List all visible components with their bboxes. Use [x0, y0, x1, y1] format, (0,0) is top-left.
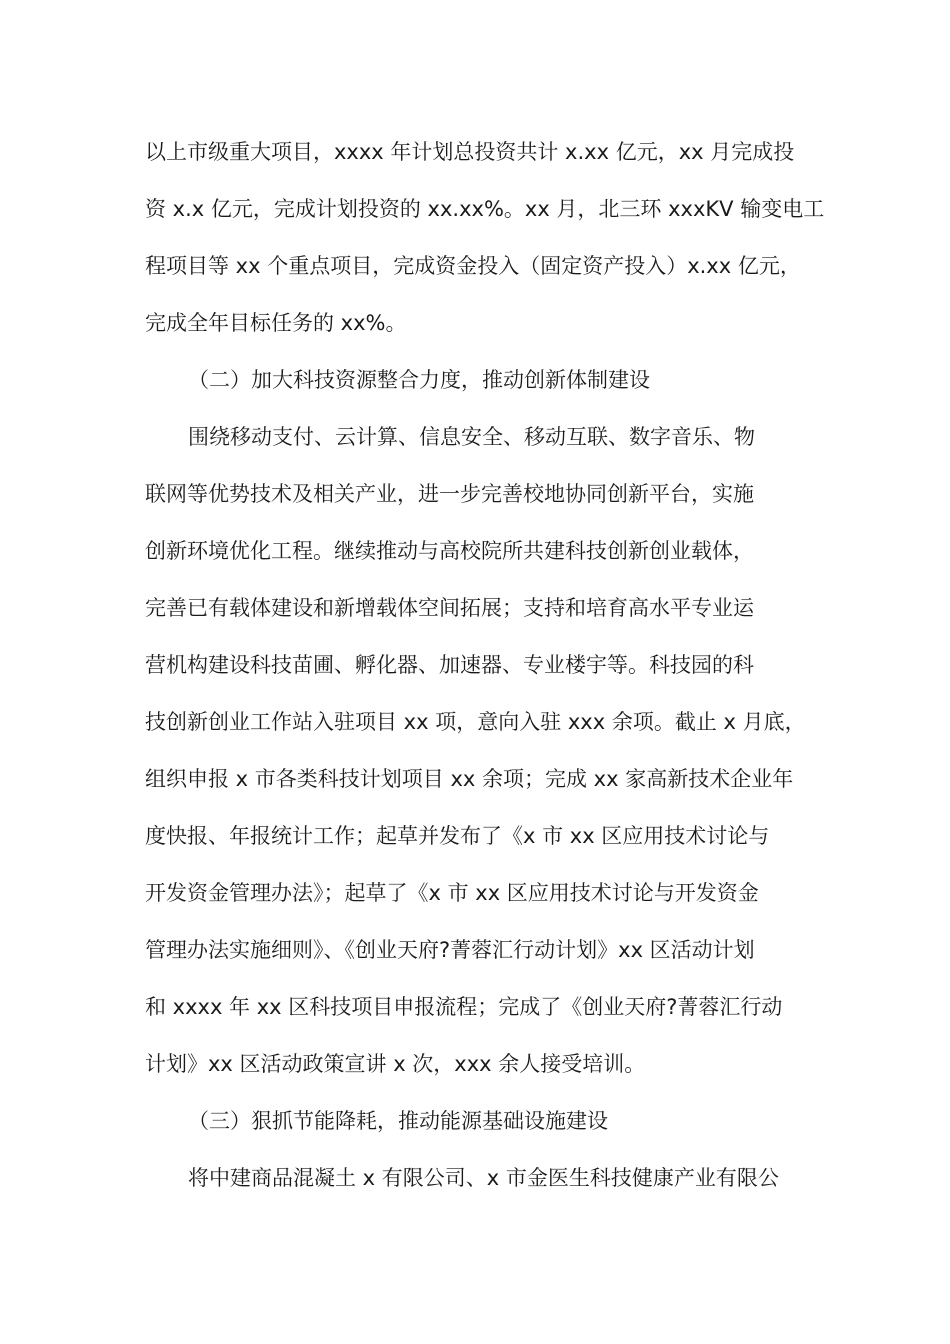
text-line: 将中建商品混凝土 x 有限公司、x 市金医生科技健康产业有限公: [188, 1166, 779, 1190]
text-line: 创新环境优化工程。继续推动与高校院所共建科技创新创业载体，: [145, 539, 754, 563]
text-line: 完成全年目标任务的 xx%。: [145, 311, 407, 335]
text-line: 和 xxxx 年 xx 区科技项目申报流程；完成了《创业天府?菁蓉汇行动: [145, 995, 783, 1019]
text-line: 资 x.x 亿元，完成计划投资的 xx.xx%。xx 月，北三环 xxxKV 输变电工: [145, 197, 825, 221]
text-line: 营机构建设科技苗圃、孵化器、加速器、专业楼宇等。科技园的科: [145, 653, 754, 677]
text-line: 以上市级重大项目，xxxx 年计划总投资共计 x.xx 亿元，xx 月完成投: [145, 140, 795, 164]
text-line: 度快报、年报统计工作；起草并发布了《x 市 xx 区应用技术讨论与: [145, 824, 770, 848]
text-line: 计划》xx 区活动政策宣讲 x 次，xxx 余人接受培训。: [145, 1052, 646, 1076]
text-line: 组织申报 x 市各类科技计划项目 xx 余项；完成 xx 家高新技术企业年: [145, 767, 794, 791]
text-line: 联网等优势技术及相关产业，进一步完善校地协同创新平台，实施: [145, 482, 754, 506]
text-line: 程项目等 xx 个重点项目，完成资金投入（固定资产投入）x.xx 亿元，: [145, 254, 801, 278]
text-line: 开发资金管理办法》；起草了《x 市 xx 区应用技术讨论与开发资金: [145, 881, 759, 905]
section-heading: （二）加大科技资源整合力度，推动创新体制建设: [188, 368, 650, 392]
text-line: 管理办法实施细则》、《创业天府?菁蓉汇行动计划》xx 区活动计划: [145, 938, 755, 962]
text-line: 技创新创业工作站入驻项目 xx 项，意向入驻 xxx 余项。截止 x 月底，: [145, 710, 806, 734]
text-line: 完善已有载体建设和新增载体空间拓展；支持和培育高水平专业运: [145, 596, 754, 620]
section-heading: （三）狠抓节能降耗，推动能源基础设施建设: [188, 1109, 608, 1133]
text-line: 围绕移动支付、云计算、信息安全、移动互联、数字音乐、物: [188, 425, 755, 449]
